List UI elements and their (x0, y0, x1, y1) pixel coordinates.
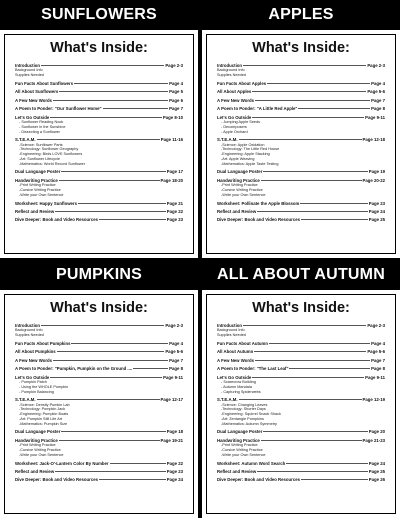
card-autumn (202, 260, 400, 518)
toc-section (15, 349, 183, 354)
dot-leader (298, 108, 370, 109)
toc-subitem: -Write your Own Sentence (221, 452, 266, 457)
card-apples (202, 0, 400, 258)
dot-leader (252, 377, 364, 378)
toc-entry-title: A Few New Words (217, 357, 255, 363)
toc-entry-title: Worksheet: Autumn Word Search (217, 460, 286, 466)
toc-section (15, 178, 183, 197)
toc-entry-title: Handwriting Practice (217, 437, 260, 443)
toc-entry-page: Page 8 (169, 366, 183, 372)
dot-leader (261, 440, 362, 441)
toc-entry-page: Page 2-3 (165, 323, 183, 328)
toc-box (4, 34, 194, 254)
dot-leader (61, 431, 165, 432)
toc-entry-page: Page 25 (368, 468, 385, 474)
toc-entry (15, 349, 183, 354)
toc-entry (217, 201, 385, 206)
toc-subitem: - Capturing Spiderwebs (221, 389, 261, 394)
toc-subitem: -Cursive Writing Practice (221, 187, 263, 192)
card-banner: PUMPKINS (0, 260, 198, 290)
toc-subitem: - Using the WHOLE Pumpkin (19, 384, 69, 389)
toc-entry (15, 366, 183, 371)
toc-entry (217, 429, 385, 434)
toc-entry-page: Page 24 (368, 460, 385, 466)
toc-entry (15, 81, 183, 86)
dot-leader (53, 100, 168, 101)
toc-entry-title: Introduction (15, 323, 41, 328)
toc-entry-page: Page 7 (169, 357, 183, 363)
toc-entry-page: Page 8-10 (162, 114, 183, 120)
dot-leader (53, 360, 168, 361)
toc-entry-title: A Poem to Ponder: "Our Sunflower Home" (15, 106, 102, 112)
card-banner: SUNFLOWERS (0, 0, 198, 30)
toc-entry-page: Page 20-22 (362, 177, 385, 183)
toc-entry-title: A Few New Words (15, 357, 53, 363)
toc-section (15, 201, 183, 206)
toc-section (15, 106, 183, 111)
dot-leader (59, 440, 160, 441)
toc-entry-title: Introduction (15, 63, 41, 68)
toc-subitem: -Engineering: Pumpkin Boats (19, 412, 69, 417)
toc-entry-page: Page 7 (371, 357, 385, 363)
toc-entry (15, 429, 183, 434)
toc-entry (217, 477, 385, 482)
toc-section (15, 63, 183, 78)
toc-entry-page: Page 8 (371, 366, 385, 372)
toc-entry-title: Dual Language Poster (217, 169, 263, 175)
dot-leader (257, 211, 368, 212)
toc-entry (217, 209, 385, 214)
toc-entry-page: Page 5-6 (367, 349, 385, 355)
toc-entry-title: Worksheet: Pollinate the Apple Blossom (217, 200, 300, 206)
toc-section (15, 217, 183, 222)
toc-entry-page: Page 19 (368, 169, 385, 175)
dot-leader (255, 100, 370, 101)
dot-leader (59, 180, 160, 181)
dot-leader (74, 83, 168, 84)
toc-subitem: -Print Writing Practice (221, 183, 258, 188)
toc-subitem: -Science: Density Pumkin Lab (19, 402, 70, 407)
toc-section (15, 169, 183, 174)
toc-entry (15, 106, 183, 111)
toc-entry-page: Page 2-3 (367, 63, 385, 68)
toc-subitem: -Print Writing Practice (19, 443, 56, 448)
dot-leader (61, 171, 165, 172)
toc-subitem: -Art: Apple Weaving (221, 156, 255, 161)
toc-section (15, 137, 183, 166)
dot-leader (55, 471, 166, 472)
dot-leader (301, 479, 368, 480)
toc-entry-page: Page 22 (166, 208, 183, 214)
dot-leader (37, 399, 160, 400)
toc-subitem: -Engineering: Apple Stacking (221, 152, 270, 157)
dot-leader (243, 65, 366, 66)
toc-section (217, 469, 385, 474)
toc-entry-page: Page 9-11 (365, 114, 385, 120)
toc-entry-page: Page 2-3 (165, 63, 183, 68)
dot-leader (41, 325, 164, 326)
toc-heading: What's Inside: (252, 40, 350, 56)
toc-entry-page: Page 7 (169, 106, 183, 112)
toc-list (15, 323, 183, 483)
dot-leader (41, 65, 164, 66)
toc-subitem: - Jumping Apple Seeds (221, 120, 261, 125)
toc-subitem: -Mathematics: Apple Taste Testing (221, 161, 279, 166)
toc-entry (15, 469, 183, 474)
toc-section (217, 169, 385, 174)
toc-entry-title: Dual Language Poster (217, 429, 263, 435)
toc-entry-title: Fun Facts About Apples (217, 80, 267, 86)
toc-subitem: -Science: Apple Oxidation (221, 142, 265, 147)
toc-subitem: - Sunflower Reading Nook (19, 120, 64, 125)
toc-section (15, 81, 183, 86)
toc-entry (15, 169, 183, 174)
dot-leader (263, 171, 367, 172)
dot-leader (50, 377, 162, 378)
toc-entry-title: S.T.E.A.M. (217, 397, 238, 403)
toc-entry-page: Page 5-6 (367, 89, 385, 95)
toc-entry-title: Reflect and Review (15, 468, 55, 474)
toc-subitem: Supplies Needed (217, 333, 246, 337)
toc-entry-title: A Poem to Ponder: "A Little Red Apple" (217, 106, 298, 112)
dot-leader (252, 117, 364, 118)
toc-subitem: -Art: Pumpkin Still Life Art (19, 416, 63, 421)
toc-entry-page: Page 17 (166, 169, 183, 175)
toc-entry-title: All About Apples (217, 89, 252, 95)
dot-leader (55, 211, 166, 212)
toc-entry-title: Dive Deeper: Book and Video Resources (217, 217, 301, 223)
toc-subitem: Background Info (217, 328, 245, 333)
toc-subitem: -Engineering: Birds LOVE Sunflowers (19, 152, 83, 157)
toc-entry-page: Page 20 (368, 429, 385, 435)
dot-leader (59, 91, 168, 92)
toc-subitem: Background Info (15, 328, 43, 333)
toc-section (15, 477, 183, 482)
toc-entry-title: All About Autumn (217, 349, 254, 355)
toc-subitem: -Cursive Writing Practice (221, 447, 263, 452)
toc-subitem: -Print Writing Practice (221, 443, 258, 448)
dot-leader (78, 203, 166, 204)
toc-list (217, 323, 385, 483)
toc-entry-title: Fun Facts About Pumpkins (15, 340, 71, 346)
toc-section (217, 349, 385, 354)
toc-entry-title: Let's Go Outside (15, 114, 50, 120)
toc-subitem: Background Info (15, 68, 43, 73)
toc-entry-page: Page 23 (368, 200, 385, 206)
toc-entry-title: Let's Go Outside (15, 374, 50, 380)
dot-leader (255, 360, 370, 361)
toc-subitem: -Science: Changing Leaves (221, 402, 268, 407)
toc-entry-title: Worksheet: Jack-O'-Lantern Color By Number (15, 460, 109, 466)
toc-section (15, 461, 183, 466)
toc-entry-title: Reflect and Review (217, 468, 257, 474)
toc-subitem: Supplies Needed (15, 333, 44, 337)
toc-entry-page: Page 8 (371, 106, 385, 112)
dot-leader (50, 117, 162, 118)
toc-subitem: - Dissecting a Sunflower (19, 129, 60, 134)
toc-entry (15, 461, 183, 466)
dot-leader (267, 83, 370, 84)
toc-entry-title: Reflect and Review (217, 208, 257, 214)
toc-section (217, 106, 385, 111)
card-banner: ALL ABOUT AUTUMN (202, 260, 400, 290)
toc-entry-page: Page 6 (169, 97, 183, 103)
toc-section (15, 469, 183, 474)
dot-leader (71, 343, 168, 344)
toc-section (217, 366, 385, 371)
toc-section (15, 366, 183, 371)
toc-subitem: - Pumpkin Patch (19, 380, 47, 385)
toc-section (217, 115, 385, 134)
toc-subitem: -Print Writing Practice (19, 183, 56, 188)
card-pumpkins (0, 260, 198, 518)
toc-subitem: -Write your Own Sentence (19, 192, 64, 197)
toc-entry (217, 106, 385, 111)
toc-entry-title: Dual Language Poster (15, 169, 61, 175)
toc-section (217, 477, 385, 482)
toc-entry-title: Let's Go Outside (217, 374, 252, 380)
toc-heading: What's Inside: (252, 300, 350, 316)
dot-leader (286, 463, 368, 464)
toc-entry (217, 469, 385, 474)
toc-entry-page: Page 7 (371, 97, 385, 103)
toc-subitem: -Technology: Sunflower Geography (19, 147, 79, 152)
toc-heading: What's Inside: (50, 40, 148, 56)
toc-entry-title: Handwriting Practice (15, 437, 58, 443)
toc-entry-page: Page 4 (371, 80, 385, 86)
dot-leader (99, 219, 166, 220)
toc-section (217, 341, 385, 346)
toc-subitem: -Mathematics: Autumn Symmetry (221, 421, 277, 426)
toc-entry-title: A Few New Words (217, 97, 255, 103)
toc-entry-page: Page 23 (166, 217, 183, 223)
toc-entry (15, 201, 183, 206)
toc-entry (217, 89, 385, 94)
toc-subitem: - Pumpkin Balancing (19, 389, 54, 394)
toc-entry-title: S.T.E.A.M. (15, 397, 36, 403)
toc-section (15, 115, 183, 134)
toc-entry-page: Page 26 (368, 477, 385, 483)
toc-box (4, 294, 194, 514)
dot-leader (239, 139, 362, 140)
dot-leader (133, 368, 168, 369)
toc-section (217, 358, 385, 363)
toc-entry-page: Page 18 (166, 429, 183, 435)
dot-leader (103, 108, 169, 109)
toc-subitem: -Mathematics: World Record Sunflower (19, 161, 85, 166)
toc-entry-title: Handwriting Practice (15, 177, 58, 183)
toc-entry-page: Page 24 (368, 208, 385, 214)
toc-section (15, 98, 183, 103)
dot-leader (57, 351, 165, 352)
toc-entry-title: Dual Language Poster (15, 429, 61, 435)
toc-entry-title: Worksheet: Happy Sunflowers (15, 200, 77, 206)
toc-entry (217, 81, 385, 86)
toc-section (15, 397, 183, 426)
toc-entry-title: Handwriting Practice (217, 177, 260, 183)
card-sunflowers (0, 0, 198, 258)
toc-entry (15, 341, 183, 346)
dot-leader (239, 399, 362, 400)
toc-entry-title: Dive Deeper: Book and Video Resources (217, 477, 301, 483)
toc-section (217, 323, 385, 338)
toc-entry-title: All About Pumpkins (15, 349, 56, 355)
toc-section (217, 438, 385, 457)
toc-subitem: - Autumn Mandala (221, 384, 252, 389)
dot-leader (110, 463, 166, 464)
dot-leader (269, 343, 370, 344)
toc-entry-page: Page 4 (169, 80, 183, 86)
toc-entry-title: Introduction (217, 323, 243, 328)
toc-entry (15, 209, 183, 214)
toc-entry-page: Page 5 (169, 89, 183, 95)
toc-entry-title: All About Sunflowers (15, 89, 59, 95)
toc-section (217, 137, 385, 166)
toc-subitem: - Apple Orchard (221, 129, 248, 134)
toc-entry-title: Dive Deeper: Book and Video Resources (15, 217, 99, 223)
toc-entry (15, 98, 183, 103)
toc-entry-page: Page 24 (166, 477, 183, 483)
toc-section (217, 81, 385, 86)
toc-entry-page: Page 23 (166, 468, 183, 474)
dot-leader (252, 91, 366, 92)
toc-entry-title: A Poem to Ponder: "The Last Leaf" (217, 366, 289, 372)
toc-entry (217, 341, 385, 346)
toc-entry-title: A Few New Words (15, 97, 53, 103)
toc-entry (217, 358, 385, 363)
dot-leader (243, 325, 366, 326)
toc-subitem: Supplies Needed (217, 73, 246, 77)
toc-section (217, 397, 385, 426)
dot-leader (301, 219, 368, 220)
card-banner: APPLES (202, 0, 400, 30)
toc-entry-title: Fun Facts About Autumn (217, 340, 268, 346)
toc-subitem: -Science: Sunflower Parts (19, 142, 63, 147)
toc-entry-page: Page 12-18 (362, 137, 385, 143)
toc-section (217, 178, 385, 197)
toc-subitem: -Art: Zentangle Pumpkins (221, 416, 264, 421)
toc-entry (217, 461, 385, 466)
toc-entry (217, 169, 385, 174)
toc-section (217, 429, 385, 434)
toc-entry (217, 349, 385, 354)
toc-entry-page: Page 22 (166, 460, 183, 466)
toc-entry (15, 217, 183, 222)
dot-leader (289, 368, 370, 369)
toc-entry-page: Page 9-11 (163, 374, 183, 380)
toc-box (206, 294, 396, 514)
toc-subitem: -Mathematics: Pumpkin Size (19, 421, 68, 426)
toc-subitem: Supplies Needed (15, 73, 44, 77)
toc-subitem: -Cursive Writing Practice (19, 187, 61, 192)
toc-entry (217, 98, 385, 103)
toc-list (15, 63, 183, 223)
toc-entry-page: Page 21 (166, 200, 183, 206)
toc-entry (15, 358, 183, 363)
toc-section (15, 89, 183, 94)
toc-section (217, 201, 385, 206)
toc-entry-page: Page 21-23 (362, 437, 385, 443)
toc-section (217, 217, 385, 222)
toc-entry-page: Page 25 (368, 217, 385, 223)
toc-entry-page: Page 12-19 (362, 397, 385, 403)
toc-entry-page: Page 2-3 (367, 323, 385, 328)
toc-entry-page: Page 19-21 (160, 437, 183, 443)
toc-section (217, 461, 385, 466)
dot-leader (99, 479, 166, 480)
toc-entry-page: Page 11-16 (160, 137, 183, 143)
toc-subitem: -Engineering: Squirrel Snack Shack (221, 412, 281, 417)
dot-leader (300, 203, 367, 204)
toc-entry-title: S.T.E.A.M. (217, 137, 238, 143)
toc-heading: What's Inside: (50, 300, 148, 316)
toc-entry-page: Page 9-11 (365, 374, 385, 380)
toc-section (15, 341, 183, 346)
toc-section (15, 323, 183, 338)
toc-list (217, 63, 385, 223)
toc-subitem: -Technology: Pumpkin Jack (19, 407, 66, 412)
toc-subitem: - Scarecrow Building (221, 380, 256, 385)
toc-section (217, 89, 385, 94)
toc-section (15, 209, 183, 214)
toc-section (217, 209, 385, 214)
toc-entry-title: S.T.E.A.M. (15, 137, 36, 143)
toc-subitem: - Decomposers (221, 124, 247, 129)
toc-entry-page: Page 5-6 (165, 349, 183, 355)
toc-entry-title: Fun Facts About Sunflowers (15, 80, 74, 86)
toc-section (217, 63, 385, 78)
toc-subitem: - Sunflower in the Sunshine (19, 124, 66, 129)
toc-section (217, 98, 385, 103)
dot-leader (263, 431, 367, 432)
toc-entry-title: A Poem to Ponder: "Pumpkin, Pumpkin on the Ground .... (15, 366, 133, 372)
toc-entry-page: Page 18-20 (160, 177, 183, 183)
toc-section (15, 375, 183, 394)
toc-entry-page: Page 4 (169, 340, 183, 346)
toc-subitem: -Write your Own Sentence (221, 192, 266, 197)
toc-section (15, 429, 183, 434)
toc-section (15, 438, 183, 457)
dot-leader (261, 180, 362, 181)
toc-entry (15, 477, 183, 482)
toc-subitem: -Art: Sunflower Lifecycle (19, 156, 60, 161)
toc-entry-title: Let's Go Outside (217, 114, 252, 120)
toc-section (15, 358, 183, 363)
dot-leader (37, 139, 160, 140)
toc-entry-title: Dive Deeper: Book and Video Resources (15, 477, 99, 483)
toc-subitem: -Cursive Writing Practice (19, 447, 61, 452)
dot-leader (257, 471, 368, 472)
toc-subitem: -Write your Own Sentence (19, 452, 64, 457)
toc-entry (15, 89, 183, 94)
toc-subitem: -Technology: Shorter Days (221, 407, 266, 412)
toc-entry (217, 217, 385, 222)
toc-entry-title: Reflect and Review (15, 208, 55, 214)
toc-subitem: -Technology: The Little Red House (221, 147, 280, 152)
toc-subitem: Background Info (217, 68, 245, 73)
toc-entry-page: Page 4 (371, 340, 385, 346)
toc-entry (217, 366, 385, 371)
toc-box (206, 34, 396, 254)
dot-leader (254, 351, 366, 352)
toc-entry-page: Page 12-17 (160, 397, 183, 403)
toc-section (217, 375, 385, 394)
toc-entry-title: Introduction (217, 63, 243, 68)
